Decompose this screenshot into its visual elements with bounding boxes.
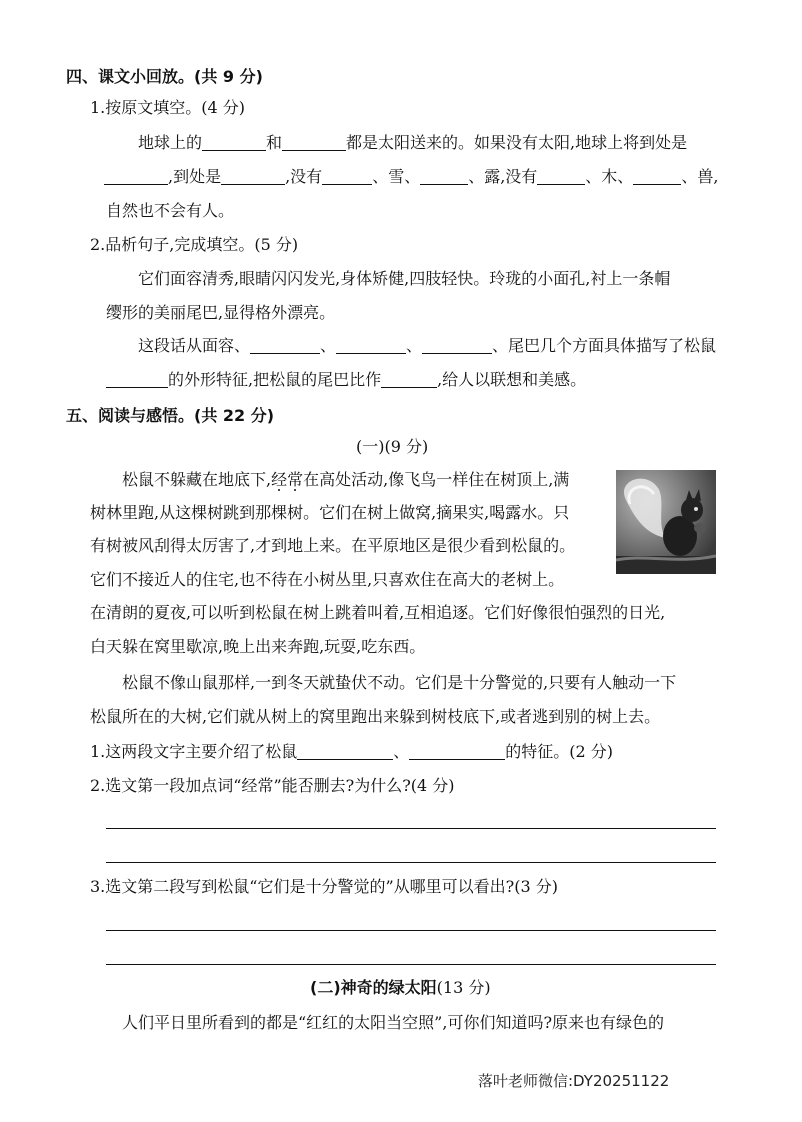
watermark-text: 落叶老师微信:DY20251122	[478, 1072, 670, 1090]
q1-line3: 自然也不会有人。	[106, 201, 235, 220]
passage1-line1	[122, 470, 569, 490]
squirrel-icon	[616, 470, 716, 574]
q1-line1-text: 和	[266, 133, 283, 152]
fill-blank[interactable]	[322, 168, 372, 185]
fill-blank[interactable]	[221, 168, 285, 185]
answer-line[interactable]	[106, 964, 716, 965]
q1-line1	[138, 133, 687, 153]
fill-blank[interactable]	[106, 371, 168, 388]
q1-line2-text: ,到处是	[168, 167, 222, 186]
dotted-word-char: 经	[271, 470, 288, 489]
q2-fill-line2	[106, 370, 586, 390]
q2-fill-text: 这段话从面容、	[138, 336, 251, 355]
question-text: 的特征。(2 分)	[505, 742, 614, 761]
q1-line1-text: 都是太阳送来的。如果没有太阳,地球上将到处是	[346, 133, 688, 152]
passage2-line1: 松鼠不像山鼠那样,一到冬天就蛰伏不动。它们是十分警觉的,只要有人触动一下	[122, 673, 677, 692]
q2-fill-text: 、	[406, 336, 423, 355]
passage3-line1: 人们平日里所看到的都是“红红的太阳当空照”,可你们知道吗?原来也有绿色的	[122, 1013, 665, 1032]
q1-line2-text: 、雪、	[372, 167, 421, 186]
fill-blank[interactable]	[537, 168, 585, 185]
fill-blank[interactable]	[202, 134, 266, 151]
answer-line[interactable]	[106, 930, 716, 931]
q1-title: 1.按原文填空。(4 分)	[90, 98, 246, 117]
passage-text: 在高处活动,像飞鸟一样住在树顶上,满	[303, 470, 570, 489]
q2-title: 2.品析句子,完成填空。(5 分)	[90, 235, 299, 254]
section5-heading: 五、阅读与感悟。(共 22 分)	[66, 406, 275, 425]
q1-line1-text: 地球上的	[138, 133, 203, 152]
answer-line[interactable]	[106, 828, 716, 829]
part2-title-score: (13 分)	[436, 978, 491, 997]
q2-fill-line1	[138, 336, 716, 356]
fill-blank[interactable]	[297, 743, 393, 760]
part2-title	[310, 978, 491, 998]
question-text: 、	[393, 742, 410, 761]
fill-blank[interactable]	[409, 743, 505, 760]
fill-blank[interactable]	[104, 168, 168, 185]
fill-blank[interactable]	[420, 168, 468, 185]
q2-fill-text: 、尾巴几个方面具体描写了松鼠	[492, 336, 717, 355]
passage1-line2: 树林里跑,从这棵树跳到那棵树。它们在树上做窝,摘果实,喝露水。只	[90, 503, 570, 522]
part1-title: (一)(9 分)	[356, 437, 429, 456]
reading-q3: 3.选文第二段写到松鼠“它们是十分警觉的”从哪里可以看出?(3 分)	[90, 877, 558, 896]
passage1-line5: 在清朗的夏夜,可以听到松鼠在树上跳着叫着,互相追逐。它们好像很怕强烈的日光,	[90, 603, 666, 622]
passage1-line3: 有树被风刮得太厉害了,才到地上来。在平原地区是很少看到松鼠的。	[90, 536, 576, 555]
q2-fill-text: 、	[320, 336, 337, 355]
fill-blank[interactable]	[422, 337, 492, 354]
fill-blank[interactable]	[282, 134, 346, 151]
fill-blank[interactable]	[336, 337, 406, 354]
question-text: 1.这两段文字主要介绍了松鼠	[90, 742, 298, 761]
part2-title-main: (二)神奇的绿太阳	[310, 978, 437, 997]
passage2-line2: 松鼠所在的大树,它们就从树上的窝里跑出来躲到树枝底下,或者逃到别的树上去。	[90, 707, 661, 726]
q2-para-line2: 缨形的美丽尾巴,显得格外漂亮。	[106, 303, 336, 322]
dotted-word-char: 常	[287, 470, 304, 489]
q1-line2-text: 、露,没有	[468, 167, 538, 186]
q1-line2-text: 、木、	[585, 167, 634, 186]
squirrel-photo	[616, 470, 716, 574]
reading-q2: 2.选文第一段加点词“经常”能否删去?为什么?(4 分)	[90, 776, 455, 795]
q2-fill-text: ,给人以联想和美感。	[437, 370, 587, 389]
passage1-line4: 它们不接近人的住宅,也不待在小树丛里,只喜欢住在高大的老树上。	[90, 570, 565, 589]
q1-line2	[104, 167, 718, 187]
reading-q1	[90, 742, 613, 762]
q2-para-line1: 它们面容清秀,眼睛闪闪发光,身体矫健,四肢轻快。玲珑的小面孔,衬上一条帽	[138, 269, 671, 288]
answer-line[interactable]	[106, 862, 716, 863]
passage1-line6: 白天躲在窝里歇凉,晚上出来奔跑,玩耍,吃东西。	[90, 637, 426, 656]
fill-blank[interactable]	[381, 371, 437, 388]
q1-line2-text: ,没有	[285, 167, 323, 186]
fill-blank[interactable]	[633, 168, 681, 185]
section4-heading: 四、课文小回放。(共 9 分)	[66, 67, 263, 86]
fill-blank[interactable]	[250, 337, 320, 354]
passage-text: 松鼠不躲藏在地底下,	[122, 470, 272, 489]
q2-fill-text: 的外形特征,把松鼠的尾巴比作	[168, 370, 382, 389]
q1-line2-text: 、兽,	[681, 167, 719, 186]
